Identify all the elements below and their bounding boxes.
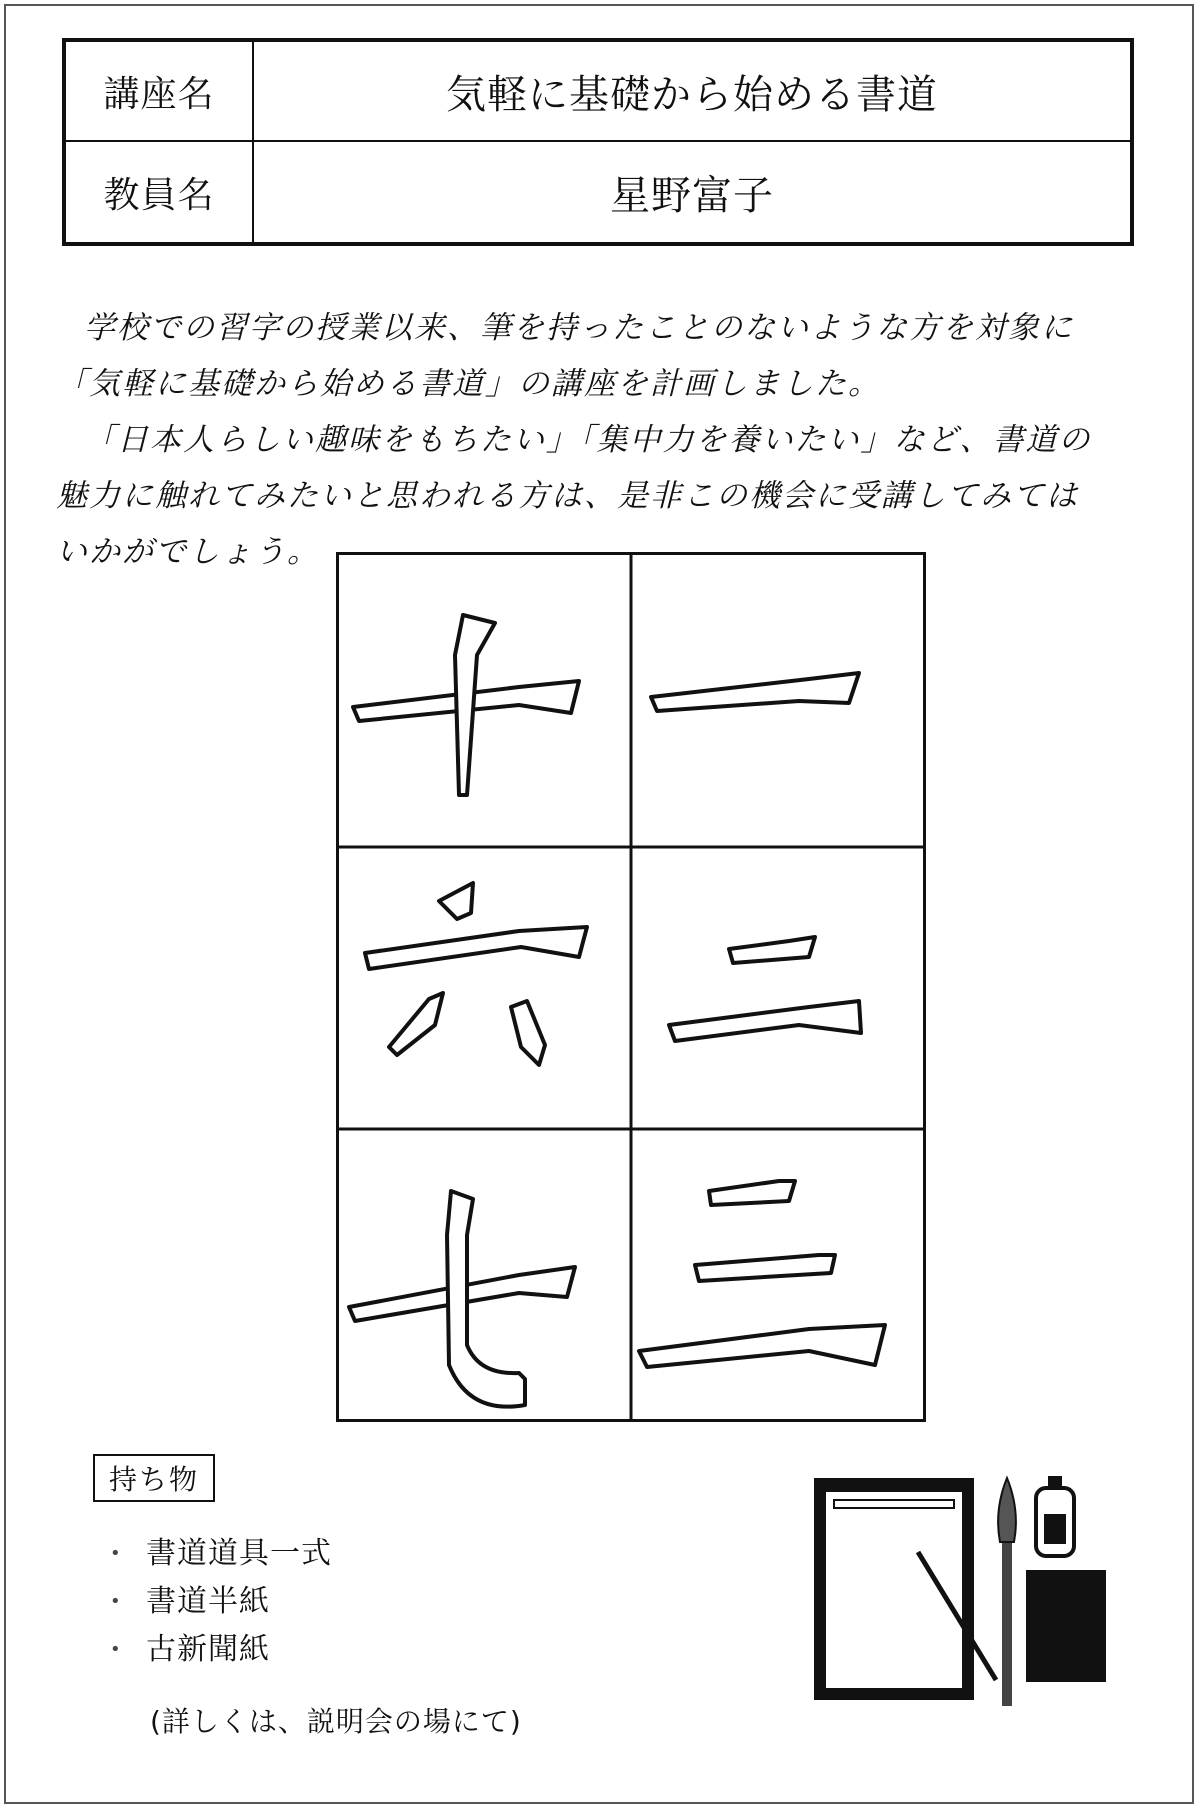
- stroke-san-3: [639, 1325, 885, 1367]
- belongings-label: 持ち物: [93, 1454, 215, 1502]
- belonging-item: 書道半紙: [146, 1584, 270, 1619]
- stroke-roku-h: [365, 927, 587, 969]
- intro-line: 魅力に触れてみたいと思われる方は、是非この機会に受講してみては: [56, 478, 1079, 514]
- intro-line: 学校での習字の授業以来、筆を持ったことのないような方を対象に: [84, 310, 1074, 346]
- teacher-name: 星野富子: [610, 172, 774, 219]
- intro-line: 「気軽に基礎から始める書道」の講座を計画しました。: [56, 366, 881, 402]
- calligraphy-grid: [336, 552, 926, 1422]
- list-item: [110, 1578, 332, 1626]
- stroke-roku-l: [389, 993, 443, 1055]
- bullet-dot-icon: •: [110, 1591, 122, 1612]
- belongings-note: (詳しくは、説明会の場にて): [150, 1705, 522, 1738]
- bullet-dot-icon: •: [110, 1543, 122, 1564]
- stroke-roku-dot: [439, 883, 473, 919]
- list-item: [110, 1626, 332, 1674]
- belonging-item: 書道道具一式: [146, 1536, 332, 1571]
- belonging-item: 古新聞紙: [146, 1632, 270, 1667]
- intro-line: いかがでしょう。: [56, 534, 320, 570]
- stroke-san-1: [709, 1181, 795, 1205]
- intro-paragraph: [56, 300, 1096, 580]
- stroke-roku-r: [511, 1001, 545, 1065]
- stroke-ichi: [651, 673, 859, 711]
- calligraphy-tools-illustration: [800, 1470, 1120, 1714]
- stroke-ni-2: [669, 1001, 861, 1041]
- list-item: [110, 1530, 332, 1578]
- intro-line: 「日本人らしい趣味をもちたい」「集中力を養いたい」など、書道の: [84, 422, 1092, 458]
- bullet-dot-icon: •: [110, 1639, 122, 1660]
- course-info-table: [62, 38, 1134, 246]
- stroke-ni-1: [729, 937, 815, 963]
- course-name: 気軽に基礎から始める書道: [254, 42, 1130, 142]
- calligraphy-grid-drawing: [339, 555, 923, 1419]
- belongings-list: [110, 1530, 332, 1674]
- course-name-label: 講座名: [66, 42, 254, 142]
- teacher-name-label: 教員名: [66, 142, 254, 242]
- calligraphy-tools-icon: [800, 1470, 1120, 1710]
- stroke-san-2: [695, 1255, 835, 1281]
